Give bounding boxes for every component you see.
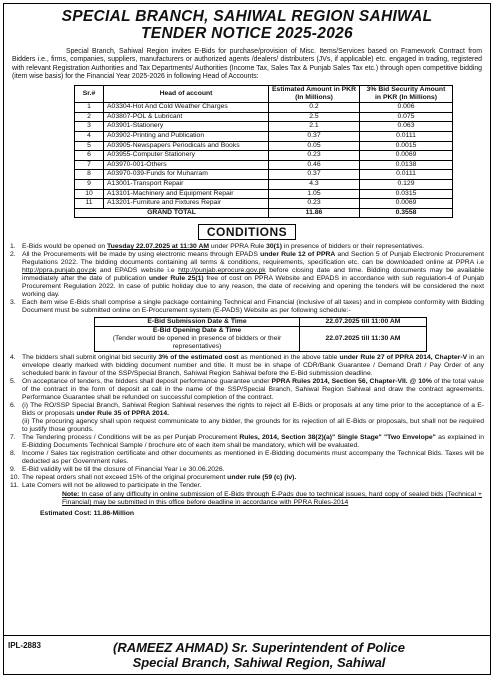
table-total-row bbox=[75, 208, 453, 218]
cell-head: A03901-Stationery bbox=[104, 122, 269, 132]
ipl-number: IPL-2883 bbox=[8, 641, 41, 650]
cell-bid-security: 0.129 bbox=[360, 179, 453, 189]
note-paragraph: Note: In case of any difficulty in online submission of E-Bids through E-Pads due to technical issues, hard copy of sealed bids (Technical + Financial) may be submitted in this office before deadline in accordance with PPRA Rules-2014 bbox=[62, 491, 482, 507]
cell-bid-security: 0.0111 bbox=[360, 170, 453, 180]
condition-item: 7. The Tendering process / Conditions will be as per Punjab Procurement Rules, 2014, Section 38(2)(a)" Single Stage" "Two Envelope" as explained in E-Bidding Documents Technical Sample / brochure etc of each item shall be mandatory, which will be evaluated. bbox=[10, 434, 485, 450]
cell-estimated: 0.37 bbox=[269, 170, 360, 180]
cell-estimated: 0.46 bbox=[269, 160, 360, 170]
cell-sr: 2 bbox=[75, 112, 104, 122]
cell-head: A03955-Computer Stationery bbox=[104, 151, 269, 161]
cell-head: A13001-Transport Repair bbox=[104, 179, 269, 189]
tender-notice bbox=[3, 3, 491, 675]
cell-bid-security: 0.0138 bbox=[360, 160, 453, 170]
cell-sr: 6 bbox=[75, 151, 104, 161]
table-row bbox=[75, 131, 453, 141]
cell-sr: 9 bbox=[75, 179, 104, 189]
opening-value: 22.07.2025 till 11:30 AM bbox=[300, 327, 427, 352]
conditions-heading: CONDITIONS bbox=[4, 223, 490, 241]
opening-label-cell: E-Bid Opening Date & Time (Tender would be opened in presence of bidders or their representatives) bbox=[95, 327, 300, 352]
table-row bbox=[75, 151, 453, 161]
notice-title: SPECIAL BRANCH, SAHIWAL REGION SAHIWAL bbox=[61, 8, 433, 25]
cell-sr: 1 bbox=[75, 103, 104, 113]
condition-item: 4. The bidders shall submit original bid security 3% of the estimated cost as mentioned in the above table under Rule 27 of PPRA 2014, Chapter-V in an envelope clearly marked with bidding document number and title. It must be in shape of CDR/Bank Guarantee / Demand Draft / Pay Order of any scheduled bank in favour of the SSP/Special Branch, Sahiwal Region Sahiwal before the E-Bid submission deadline. bbox=[10, 354, 484, 378]
condition-item: 3. Each item wise E-Bids shall comprise a single package containing Technical and Financial (inclusive of all taxes) and in complete conformity with Bidding Document must be submitted online on E-Procurement system (E-PADS) Website as per following schedule:- bbox=[10, 299, 484, 315]
cell-bid-security: 0.0069 bbox=[360, 199, 453, 209]
cell-estimated: 4.3 bbox=[269, 179, 360, 189]
condition-item: 6. (i) The RO/SSP Special Branch, Sahiwal Region Sahiwal reserves the rights to reject all E-Bids or proposals at any time prior to the acceptance of a E-Bids or proposals under Rule 35 of PPRA 2014. (ii) The procuring agency shall upon request communicate to any bidder, the grounds for its rejection of all E-Bids or proposals, but shall not be required to justify those grounds. bbox=[10, 402, 484, 434]
col-header-bid-security: 3% Bid Security Amount in PKR (In Millions) bbox=[360, 86, 453, 103]
cell-bid-security: 0.0069 bbox=[360, 151, 453, 161]
cell-estimated: 2.1 bbox=[269, 122, 360, 132]
submission-label: E-Bid Submission Date & Time bbox=[95, 318, 300, 327]
cell-bid-security: 0.006 bbox=[360, 103, 453, 113]
cell-head: A03970-001-Others bbox=[104, 160, 269, 170]
cell-bid-security: 0.075 bbox=[360, 112, 453, 122]
condition-item: 1. E-Bids would be opened on Tuesday 22.07.2025 at 11:30 AM under PPRA Rule 30(1) in presence of bidders or their representatives. bbox=[10, 243, 425, 251]
submission-value: 22.07.2025 till 11:00 AM bbox=[300, 318, 427, 327]
table-row bbox=[75, 189, 453, 199]
cell-head: A03304-Hot And Cold Weather Charges bbox=[104, 103, 269, 113]
cell-bid-security: 0.0015 bbox=[360, 141, 453, 151]
table-row bbox=[75, 179, 453, 189]
total-label: GRAND TOTAL bbox=[75, 208, 269, 218]
intro-paragraph: Special Branch, Sahiwal Region invites E-Bids for purchase/provision of Misc. Items/Services based on Framework Contract from Bidders i.e., firms, companies, suppliers, manufacturers or authorized agents /dealers/ distributers (JVs, if applicable) etc. engaged in trading, registered with relevant Registration Authorities and Tax Departments/ Authorities (Income Tax, Sales Tax & Punjab Sales Tax etc.) through open competitive bidding (item wise basis) for the Financial Year 2025-2026 in following Head of Accounts: bbox=[12, 48, 482, 80]
table-row bbox=[75, 160, 453, 170]
cell-head: A03905-Newspapers Periodicals and Books bbox=[104, 141, 269, 151]
cell-sr: 5 bbox=[75, 141, 104, 151]
signature-block bbox=[4, 635, 490, 670]
cell-estimated: 0.05 bbox=[269, 141, 360, 151]
table-row bbox=[75, 112, 453, 122]
cell-estimated: 0.23 bbox=[269, 199, 360, 209]
items-table-body bbox=[75, 103, 453, 209]
epads-link[interactable]: http://punjab.eprocure.gov.pk bbox=[178, 267, 266, 275]
signatory-office: Special Branch, Sahiwal Region, Sahiwal bbox=[132, 655, 386, 670]
total-estimated: 11.86 bbox=[269, 208, 360, 218]
cell-estimated: 0.37 bbox=[269, 131, 360, 141]
total-bid-security: 0.3558 bbox=[360, 208, 453, 218]
head-of-accounts-table bbox=[74, 85, 453, 218]
table-row bbox=[75, 199, 453, 209]
col-header-sr: Sr.# bbox=[75, 86, 104, 103]
cell-bid-security: 0.0315 bbox=[360, 189, 453, 199]
cell-sr: 8 bbox=[75, 170, 104, 180]
table-row bbox=[75, 141, 453, 151]
condition-item: 11. Late Comers will not be allowed to participate in the Tender. bbox=[10, 482, 202, 490]
condition-item: 2. All the Procurements will be made by using electronic means through EPADS under Rule 12 of PPRA and Section 5 of Punjab Electronic Procurement Regulations 2022. The bidding documents containing all terms & conditions, requirements, specification etc. can be downloaded online at PPRA i.e http://ppra.punjab.gov.pk and EPADS website i.e http://punjab.eprocure.gov.pk before closing date and time. Bidding documents may be available immediately after the date of publication under Rule 25(1) free of cost on PPRA Website and EPADS in accordance with sub regulation-4 of Punjab Procurement Regulation 2022. In case of public holiday due to any reason, the date of receiving and opening the tenders will be considered the next working day. bbox=[10, 251, 485, 299]
cell-head: A13201-Furniture and Fixtures Repair bbox=[104, 199, 269, 209]
cell-sr: 4 bbox=[75, 131, 104, 141]
cell-head: A03807-POL & Lubricant bbox=[104, 112, 269, 122]
cell-head: A03970-039-Funds for Muharram bbox=[104, 170, 269, 180]
col-header-head: Head of account bbox=[104, 86, 269, 103]
cell-bid-security: 0.0111 bbox=[360, 131, 453, 141]
conditions-list-cont bbox=[10, 354, 484, 490]
signatory-name: (RAMEEZ AHMAD) Sr. Superintendent of Police bbox=[112, 640, 406, 655]
cell-sr: 7 bbox=[75, 160, 104, 170]
conditions-list bbox=[10, 243, 484, 315]
condition-item: 5. On acceptance of tenders, the bidders shall deposit performance guarantee under PPRA Rules 2014, Section 56, Chapter-VII. @ 10% of the total value of the contract in the form of deposit at call in the name of the SSP/Special Branch, Sahiwal Region Sahiwal and draw the contract agreements. Performance Guarantee shall be refunded on successful completion of the contract. bbox=[10, 378, 484, 402]
condition-item: 10. The repeat orders shall not exceed 15% of the original procurement under rule (59 (c) (iv). bbox=[10, 474, 297, 482]
estimated-cost: Estimated Cost: 11.86-Million bbox=[40, 510, 135, 518]
condition-item: 9. E-Bid validity will be till the closure of Financial Year i.e 30.06.2026. bbox=[10, 466, 225, 474]
cell-estimated: 2.5 bbox=[269, 112, 360, 122]
cell-sr: 10 bbox=[75, 189, 104, 199]
col-header-estimated: Estimated Amount in PKR (In Millions) bbox=[269, 86, 360, 103]
table-row bbox=[75, 103, 453, 113]
cell-sr: 3 bbox=[75, 122, 104, 132]
cell-bid-security: 0.063 bbox=[360, 122, 453, 132]
cell-estimated: 0.23 bbox=[269, 151, 360, 161]
table-row bbox=[75, 170, 453, 180]
cell-head: A13101-Machinery and Equipment Repair bbox=[104, 189, 269, 199]
condition-item: 8. Income / Sales tax registration certificate and other documents as mentioned in E-Bidding documents must accompany the Technical Bids. Taxes will be deducted as per Government rules. bbox=[10, 450, 484, 466]
cell-estimated: 1.05 bbox=[269, 189, 360, 199]
ppra-link[interactable]: http://ppra.punjab.gov.pk bbox=[22, 267, 97, 275]
cell-head: A03902-Printing and Publication bbox=[104, 131, 269, 141]
table-row bbox=[75, 122, 453, 132]
notice-subtitle: TENDER NOTICE 2025-2026 bbox=[141, 25, 353, 42]
schedule-table bbox=[94, 317, 427, 352]
cell-estimated: 0.2 bbox=[269, 103, 360, 113]
cell-sr: 11 bbox=[75, 199, 104, 209]
